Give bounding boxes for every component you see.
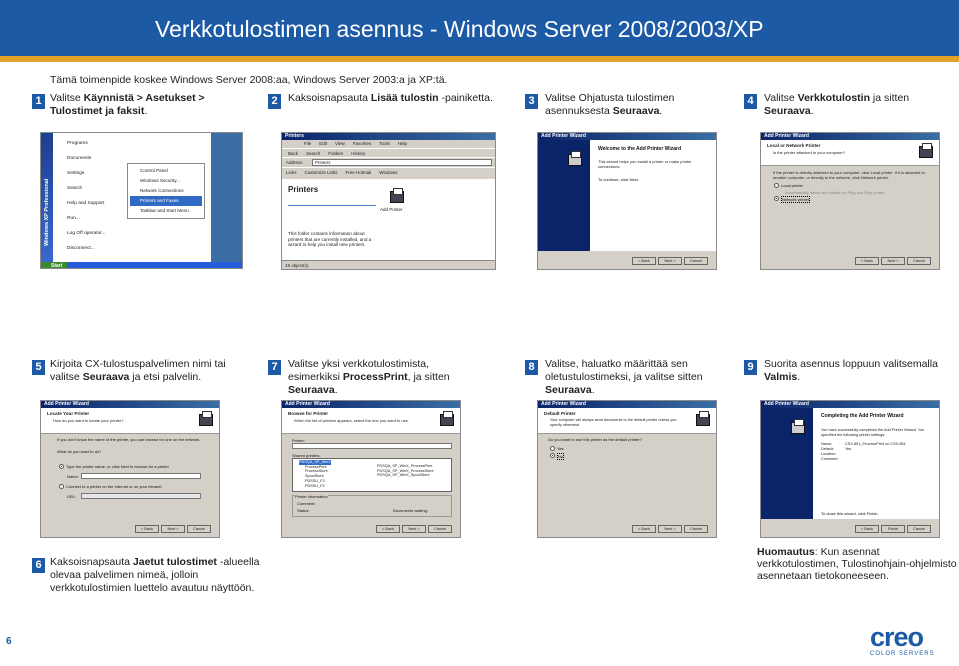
summary-label: Name: bbox=[821, 442, 833, 446]
name-input[interactable] bbox=[81, 473, 201, 479]
wizard-body-text: If the printer is directly attached to your computer, click Local printer. If it is attached to another computer, or directly to the network, click Network printer. bbox=[773, 170, 925, 180]
menu-item[interactable]: Edit bbox=[319, 141, 328, 146]
window-titlebar: Add Printer Wizard bbox=[282, 401, 460, 408]
shared-printers-label: Shared printers: bbox=[292, 453, 321, 458]
back-button[interactable]: < Back bbox=[855, 525, 879, 533]
next-button[interactable]: Next > bbox=[402, 525, 426, 533]
back-button[interactable]: < Back bbox=[135, 525, 159, 533]
local-network-screenshot bbox=[760, 132, 940, 270]
printer-info-box bbox=[292, 495, 452, 517]
back-button[interactable]: < Back bbox=[632, 525, 656, 533]
summary-value: Yes bbox=[845, 447, 852, 451]
wizard-body bbox=[813, 408, 939, 519]
links-bar bbox=[282, 167, 495, 176]
step-number: 4 bbox=[744, 94, 757, 109]
summary-row bbox=[821, 457, 906, 462]
step-9 bbox=[744, 358, 944, 384]
step-3 bbox=[525, 92, 705, 118]
wizard-continue-text: To continue, click Next. bbox=[598, 177, 639, 182]
step-7 bbox=[268, 358, 483, 397]
step-8 bbox=[525, 358, 725, 397]
start-button[interactable]: Start bbox=[41, 262, 67, 269]
page-title: Verkkotulostimen asennus - Windows Server 2008/2003/XP bbox=[155, 16, 764, 42]
wizard-buttons bbox=[374, 525, 452, 533]
shared-printer-item[interactable]: ProcessStore bbox=[305, 469, 328, 474]
taskbar bbox=[41, 262, 243, 269]
docs-waiting-label: Documents waiting: bbox=[393, 508, 428, 513]
back-button[interactable]: < Back bbox=[855, 257, 879, 265]
link-item[interactable]: Windows bbox=[379, 170, 398, 175]
yes-radio[interactable] bbox=[550, 446, 555, 451]
wizard-buttons bbox=[630, 525, 708, 533]
panel-title: Printers bbox=[288, 185, 319, 194]
step-5 bbox=[32, 358, 232, 384]
window-titlebar: Add Printer Wizard bbox=[538, 133, 716, 140]
window-titlebar: Add Printer Wizard bbox=[41, 401, 219, 408]
toolbar-button[interactable]: Folders bbox=[328, 151, 344, 156]
status-label: Status: bbox=[297, 508, 310, 513]
printer-icon bbox=[791, 422, 805, 434]
wizard-subheading: Your computer will always send documents to the default printer unless you specify otherwise. bbox=[550, 418, 677, 427]
printer-label: Printer: bbox=[292, 438, 305, 443]
start-menu-item[interactable]: Log Off operator... bbox=[67, 231, 106, 236]
step-text: Valitse Ohjatusta tulostimen asennuksesta Seuraava. bbox=[545, 92, 675, 117]
url-label: URL: bbox=[67, 494, 77, 499]
wizard-buttons bbox=[630, 257, 708, 265]
printer-icon bbox=[440, 414, 454, 426]
browse-printer-screenshot bbox=[281, 400, 461, 538]
default-printer-screenshot bbox=[537, 400, 717, 538]
step-number: 5 bbox=[32, 360, 45, 375]
wizard-subheading: How do you want to locate your printer? bbox=[53, 418, 124, 423]
menu-item[interactable]: View bbox=[335, 141, 345, 146]
step-text: Suorita asennus loppuun valitsemalla Valmis. bbox=[764, 358, 938, 383]
panel-divider bbox=[288, 205, 376, 206]
start-menu-item[interactable]: Programs bbox=[67, 141, 88, 146]
auto-detect-label: Automatically detect and install my Plug and Play printer bbox=[785, 190, 885, 195]
cancel-button[interactable]: Cancel bbox=[684, 525, 708, 533]
window-titlebar: Add Printer Wizard bbox=[761, 133, 939, 140]
note-label: Huomautus bbox=[757, 546, 815, 558]
info-label: Printer information bbox=[295, 494, 328, 499]
cancel-button[interactable]: Cancel bbox=[428, 525, 452, 533]
start-menu-screenshot bbox=[40, 132, 243, 269]
locate-printer-screenshot bbox=[40, 400, 220, 538]
page-header bbox=[0, 0, 959, 62]
wizard-body-text: If you don't know the name of the printer, you can browse for one on the network. bbox=[57, 437, 201, 442]
shared-printer-item[interactable]: PDSSU_F2 bbox=[305, 483, 325, 488]
wizard-question: Do you want to use this printer as the default printer? bbox=[548, 437, 642, 442]
shared-printer-path: PDSQA_SP_WinX_ProcessStore bbox=[377, 468, 434, 473]
link-item[interactable]: Customize Links bbox=[304, 170, 338, 175]
step-number: 1 bbox=[32, 94, 45, 109]
wizard-header bbox=[41, 408, 219, 434]
wizard-buttons bbox=[853, 257, 931, 265]
shared-printer-item[interactable]: ProcessPrint bbox=[305, 464, 327, 469]
summary-label: Comment: bbox=[821, 457, 839, 461]
local-printer-radio[interactable] bbox=[774, 183, 779, 188]
link-item[interactable]: Links bbox=[286, 170, 297, 175]
step-6 bbox=[32, 556, 272, 595]
wizard-subheading: When the list of printers appears, select the one you want to use. bbox=[294, 418, 409, 423]
wizard-body-text: You have successfully completed the Add Printer Wizard. You specified the following printer settings: bbox=[821, 428, 925, 437]
menu-bar bbox=[282, 140, 495, 148]
settings-submenu-item[interactable]: Control Panel bbox=[140, 168, 168, 173]
toolbar bbox=[282, 148, 495, 157]
wizard-body bbox=[590, 140, 716, 251]
settings-submenu-item[interactable]: Windows Security... bbox=[140, 178, 180, 183]
next-button[interactable]: Next > bbox=[658, 525, 682, 533]
settings-submenu-item[interactable]: Printers and Faxes bbox=[130, 196, 202, 206]
step-number: 3 bbox=[525, 94, 538, 109]
menu-item[interactable]: Favorites bbox=[352, 141, 372, 146]
cancel-button[interactable]: Cancel bbox=[187, 525, 211, 533]
back-button[interactable]: < Back bbox=[376, 525, 400, 533]
step-text: Valitse Verkkotulostin ja sitten Seuraava. bbox=[764, 92, 910, 117]
menu-item[interactable]: Help bbox=[397, 141, 408, 146]
start-menu-item[interactable]: Help and Support bbox=[67, 201, 105, 206]
start-menu-list bbox=[55, 136, 125, 256]
printers-folder-screenshot bbox=[281, 132, 496, 270]
wizard-header bbox=[538, 408, 716, 434]
type-name-label: Type the printer name, or click Next to browse for a printer bbox=[66, 464, 169, 469]
logo-subtitle: COLOR SERVERS bbox=[870, 651, 935, 657]
back-button[interactable]: < Back bbox=[632, 257, 656, 265]
start-menu-sidebar bbox=[41, 133, 53, 269]
window-titlebar: Printers bbox=[282, 133, 495, 140]
step-number: 9 bbox=[744, 360, 757, 375]
comment-label: Comment: bbox=[297, 501, 316, 506]
add-printer-label[interactable]: Add Printer bbox=[380, 207, 403, 212]
toolbar-button[interactable]: Search bbox=[306, 151, 321, 156]
local-printer-label: Local printer bbox=[781, 183, 804, 188]
shared-printer-item[interactable]: PDSQA_SP_WinX bbox=[299, 460, 331, 464]
wizard-heading: Completing the Add Printer Wizard bbox=[821, 413, 904, 419]
start-menu-item[interactable]: Search bbox=[67, 186, 83, 191]
name-label: Name: bbox=[67, 474, 79, 479]
finish-text: To close this wizard, click Finish. bbox=[821, 511, 879, 516]
desktop-area bbox=[211, 133, 243, 262]
printer-icon bbox=[696, 414, 710, 426]
printer-icon bbox=[568, 154, 582, 166]
wizard-subheading: Is the printer attached to your computer? bbox=[773, 150, 846, 155]
wizard-header bbox=[282, 408, 460, 434]
welcome-screenshot bbox=[537, 132, 717, 270]
wizard-heading: Default Printer bbox=[544, 411, 576, 416]
page-number: 6 bbox=[6, 636, 12, 647]
cancel-button[interactable]: Cancel bbox=[907, 257, 931, 265]
address-input[interactable]: Printers bbox=[312, 159, 492, 166]
step-number: 8 bbox=[525, 360, 538, 375]
wizard-heading: Locate Your Printer bbox=[47, 411, 90, 416]
printer-icon bbox=[919, 146, 933, 158]
settings-summary bbox=[821, 442, 906, 462]
wizard-side-image bbox=[538, 140, 590, 251]
cancel-button[interactable]: Cancel bbox=[907, 525, 931, 533]
toolbar-button[interactable]: Back bbox=[288, 151, 299, 156]
printer-input[interactable] bbox=[292, 443, 452, 449]
type-name-radio[interactable] bbox=[59, 464, 64, 469]
step-text: Kirjoita CX-tulostuspalvelimen nimi tai valitse Seuraava ja etsi palvelin. bbox=[50, 358, 226, 383]
settings-submenu-item[interactable]: Network Connections bbox=[140, 188, 184, 193]
step-1 bbox=[32, 92, 232, 118]
next-button[interactable]: Next > bbox=[658, 257, 682, 265]
wizard-buttons bbox=[133, 525, 211, 533]
header-accent-strip bbox=[0, 56, 959, 62]
step-number: 6 bbox=[32, 558, 45, 573]
toolbar-button[interactable]: History bbox=[351, 151, 366, 156]
network-printer-label: Network printer bbox=[782, 197, 810, 202]
internet-label: Connect to a printer on the Internet or on your intranet bbox=[66, 484, 162, 489]
creo-logo bbox=[870, 624, 935, 657]
os-label: Windows XP Professional bbox=[44, 178, 50, 246]
wizard-side-image bbox=[761, 408, 813, 519]
start-menu-item[interactable]: Disconnect... bbox=[67, 246, 95, 251]
next-button[interactable]: Next > bbox=[881, 257, 905, 265]
summary-label: Default: bbox=[821, 447, 835, 451]
internet-radio[interactable] bbox=[59, 484, 64, 489]
shared-printer-path: PDSQA_SP_WinX_ProcessPrint bbox=[377, 464, 433, 468]
settings-submenu-item[interactable]: Taskbar and Start Menu bbox=[140, 208, 189, 213]
menu-item[interactable]: File bbox=[304, 141, 312, 146]
window-titlebar: Add Printer Wizard bbox=[761, 401, 939, 408]
logo-word: creo bbox=[870, 622, 924, 652]
note-box bbox=[757, 546, 957, 582]
finish-button[interactable]: Finish bbox=[881, 525, 905, 533]
shared-printer-item[interactable]: PDSSU_F3 bbox=[305, 478, 325, 483]
status-bar: 19 object(s) bbox=[282, 260, 495, 269]
no-label: No bbox=[558, 454, 564, 459]
window-titlebar: Add Printer Wizard bbox=[538, 401, 716, 408]
wizard-heading: Local or Network Printer bbox=[767, 143, 821, 148]
wizard-heading: Browse for Printer bbox=[288, 411, 329, 416]
start-menu-item[interactable]: Documents bbox=[67, 156, 92, 161]
menu-item[interactable]: Tools bbox=[379, 141, 390, 146]
address-bar bbox=[282, 157, 495, 167]
wizard-buttons bbox=[853, 525, 931, 533]
address-label: Address bbox=[286, 160, 303, 165]
wizard-question: What do you want to do? bbox=[57, 449, 102, 454]
step-2 bbox=[268, 92, 498, 105]
yes-label: Yes bbox=[557, 446, 564, 451]
summary-label: Location: bbox=[821, 452, 837, 456]
settings-submenu bbox=[127, 163, 205, 219]
step-text: Valitse, haluatko määrittää sen oletustulostimeksi, ja valitse sitten Seuraava. bbox=[545, 358, 703, 396]
step-text: Valitse Käynnistä > Asetukset > Tulostimet ja faksit. bbox=[50, 92, 205, 117]
no-radio[interactable] bbox=[550, 453, 555, 458]
shared-printer-item[interactable]: SpoolStore bbox=[305, 474, 324, 479]
printer-icon bbox=[199, 414, 213, 426]
complete-screenshot bbox=[760, 400, 940, 538]
intro-text: Tämä toimenpide koskee Windows Server 2008:aa, Windows Server 2003:a ja XP:tä. bbox=[50, 74, 448, 86]
note-text: : Kun asennat verkkotulostimen, Tulostinohjain-ohjelmisto asennetaan tietokoneeseen. bbox=[757, 546, 957, 582]
step-text: Valitse yksi verkkotulostimista, esimerkiksi ProcessPrint, ja sitten Seuraava. bbox=[288, 358, 450, 396]
panel-text: This folder contains information about printers that are currently installed, and a wizard to help you install new printers. bbox=[288, 231, 372, 248]
cancel-button[interactable]: Cancel bbox=[684, 257, 708, 265]
link-item[interactable]: Free Hotmail bbox=[345, 170, 372, 175]
shared-printers-list[interactable] bbox=[292, 458, 452, 492]
start-menu-item[interactable]: Run... bbox=[67, 216, 80, 221]
folder-content bbox=[282, 179, 495, 261]
next-button[interactable]: Next > bbox=[161, 525, 185, 533]
step-4 bbox=[744, 92, 924, 118]
summary-value: CSX-851_ProcessPrint on CSX-851 bbox=[845, 442, 906, 446]
network-printer-radio[interactable] bbox=[774, 196, 779, 201]
step-number: 7 bbox=[268, 360, 281, 375]
wizard-body-text: This wizard helps you install a printer or make printer connections. bbox=[598, 159, 692, 169]
shared-printer-path: PDSQA_SP_WinX_SpoolStore bbox=[377, 473, 430, 478]
step-text: Kaksoisnapsauta Jaetut tulostimet -alueella olevaa palvelimen nimeä, jolloin verkkotulostimien luettelo avautuu näyttöön. bbox=[50, 556, 260, 594]
url-input[interactable] bbox=[81, 493, 201, 499]
wizard-header bbox=[761, 140, 939, 166]
wizard-heading: Welcome to the Add Printer Wizard bbox=[598, 146, 682, 152]
step-number: 2 bbox=[268, 94, 281, 109]
start-menu-item[interactable]: Settings bbox=[67, 171, 85, 176]
step-text: Kaksoisnapsauta Lisää tulostin -painiketta. bbox=[288, 92, 493, 104]
add-printer-icon[interactable] bbox=[390, 191, 404, 203]
